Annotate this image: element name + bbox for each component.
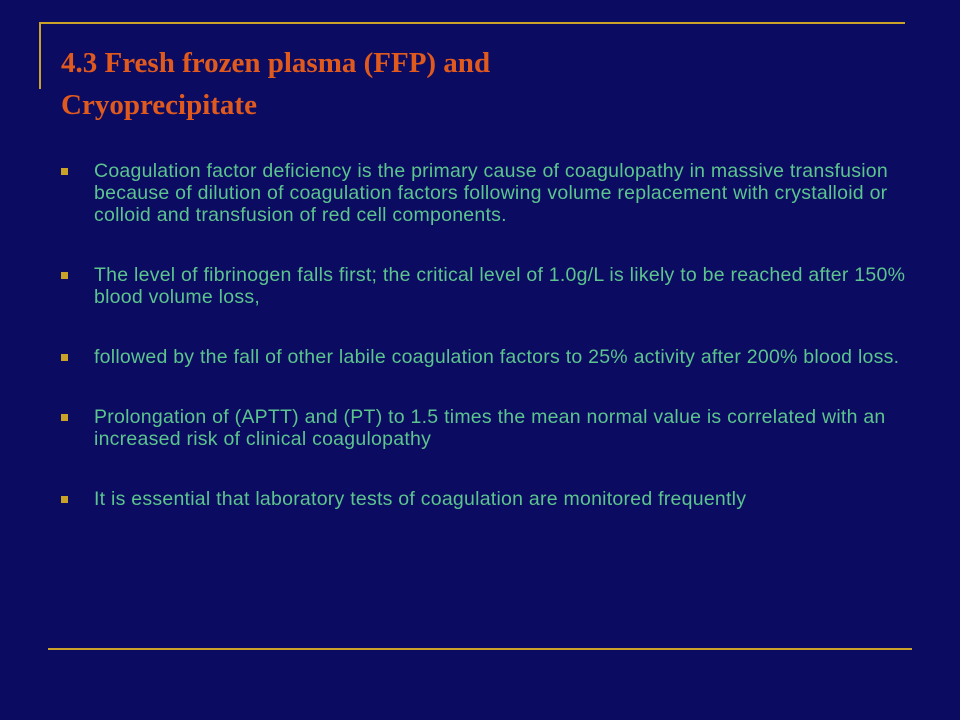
square-bullet-icon: [61, 354, 68, 361]
square-bullet-icon: [61, 272, 68, 279]
bullet-text: Prolongation of (APTT) and (PT) to 1.5 times the mean normal value is correlated with an increased risk of clinical coagulopathy: [94, 406, 886, 450]
square-bullet-icon: [61, 168, 68, 175]
square-bullet-icon: [61, 414, 68, 421]
bullet-text: The level of fibrinogen falls first; the critical level of 1.0g/L is likely to be reached after 150% blood volume loss,: [94, 264, 906, 308]
slide-title-line-2: Cryoprecipitate: [61, 89, 257, 121]
bullet-item: [57, 406, 907, 450]
top-horizontal-rule: [39, 22, 905, 24]
bottom-horizontal-rule: [48, 648, 912, 650]
top-vertical-rule: [39, 22, 41, 89]
bullet-list: [57, 160, 907, 548]
bullet-item: [57, 488, 907, 510]
slide-title: [61, 42, 861, 126]
bullet-item: [57, 264, 907, 308]
bullet-text: Coagulation factor deficiency is the primary cause of coagulopathy in massive transfusion because of dilution of coagulation factors following volume replacement with crystalloid or colloid and transfusion of red cell components.: [94, 160, 888, 226]
bullet-text: followed by the fall of other labile coagulation factors to 25% activity after 200% blood loss.: [94, 346, 900, 368]
bullet-item: [57, 346, 907, 368]
bullet-text: It is essential that laboratory tests of coagulation are monitored frequently: [94, 488, 747, 510]
bullet-item: [57, 160, 907, 226]
square-bullet-icon: [61, 496, 68, 503]
slide-title-line-1: 4.3 Fresh frozen plasma (FFP) and: [61, 47, 491, 79]
